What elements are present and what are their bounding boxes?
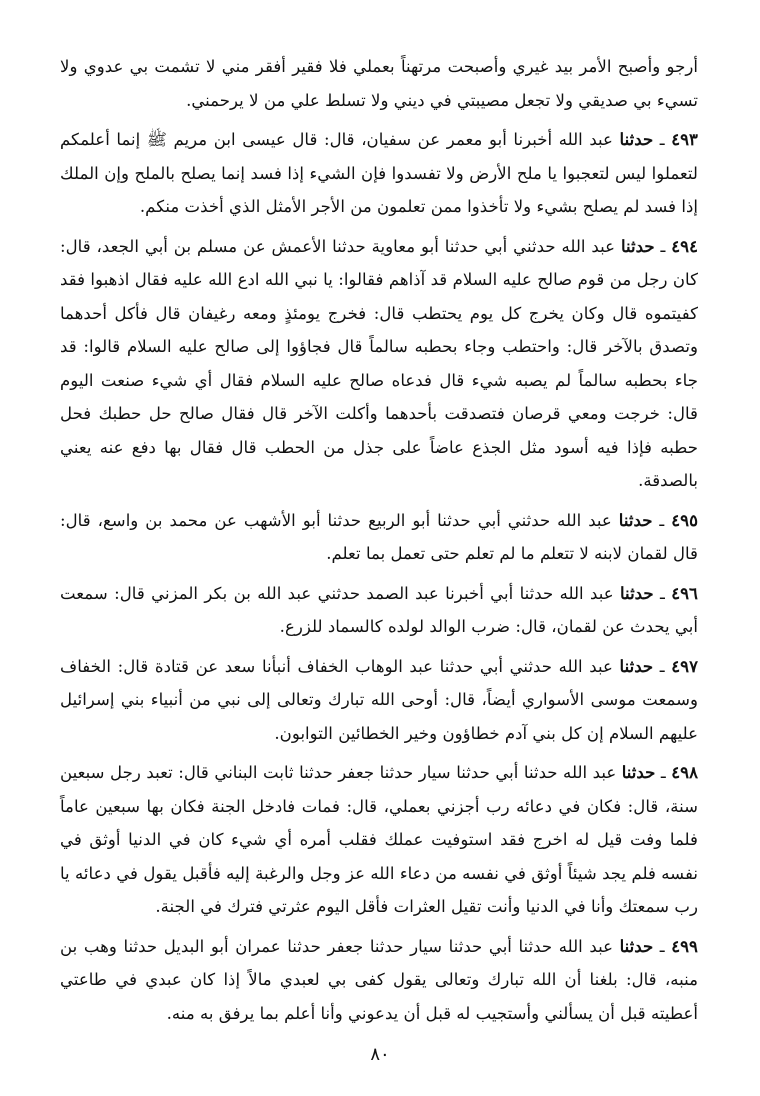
- entry-dash: ـ: [653, 656, 672, 676]
- entry-dash: ـ: [653, 936, 672, 956]
- entry-heading: حدثنا: [619, 129, 654, 149]
- entry-dash: ـ: [655, 763, 672, 782]
- entry-number: ٤٩٥: [671, 509, 698, 530]
- entry-dash: ـ: [652, 510, 672, 530]
- entry-499: [60, 928, 698, 1031]
- entry-text: عبد الله حدثنا أبي حدثنا سيار حدثنا جعفر حدثنا عمران أبو البديل حدثنا وهب بن منبه، قال: بلغنا أن الله تبارك وتعالى يقول كفى بي لعبدي مالاً إذا كان عبدي في طاعتي أعطيته قبل أن يسألني وأستجيب له قبل أن يدعوني وأنا أعلم بما يرفق به منه.: [60, 936, 698, 1023]
- entry-heading: حدثنا: [620, 582, 654, 603]
- entry-493: [60, 121, 698, 224]
- entry-heading: حدثنا: [621, 762, 656, 782]
- entry-number: ٤٩٧: [671, 655, 699, 676]
- entry-number: ٤٩٨: [671, 762, 698, 782]
- entry-text: عبد الله حدثنا أبي أخبرنا عبد الصمد حدثني عبد الله بن بكر المزني قال: سمعت أبي يحدث عن لقمان، قال: ضرب الوالد لولده كالسماد للزرع.: [60, 583, 698, 636]
- entry-text: عبد الله أخبرنا أبو معمر عن سفيان، قال: قال عيسى ابن مريم ﷺ إنما أعلمكم لتعملوا ليس لتعجبوا يا ملح الأرض ولا تفسدوا فإن الشيء إذا فسد إنما يصلح بالملح وإن الملك إذا فسد لم يصلح بشيء ولا تأخذوا ممن تعلمون من الأجر الأمثل الذي أخذت منكم.: [60, 130, 698, 216]
- entry-dash: ـ: [653, 583, 672, 603]
- entry-dash: ـ: [654, 236, 672, 256]
- entry-text: عبد الله حدثني أبي حدثنا عبد الوهاب الخفاف أنبأنا سعد عن قتادة قال: الخفاف وسمعت موسى الأسواري أيضاً، قال: أوحى الله تبارك وتعالى إلى نبي من أنبياء بني إسرائيل عليهم السلام إن كل بني آدم خطاؤون وخير الخطائين التوابون.: [60, 656, 698, 743]
- entry-heading: حدثنا: [620, 235, 655, 256]
- entry-number: ٤٩٦: [671, 582, 698, 603]
- entry-494: [60, 228, 698, 498]
- entry-text: عبد الله حدثني أبي حدثنا أبو الربيع حدثنا أبو الأشهب عن محمد بن واسع، قال: قال لقمان لابنه لا تتعلم ما لم تعلم حتى تعمل بما تعلم.: [60, 510, 698, 563]
- entry-496: [60, 575, 698, 644]
- entry-number: ٤٩٩: [671, 935, 698, 956]
- entry-text: عبد الله حدثني أبي حدثنا أبو معاوية حدثنا الأعمش عن مسلم بن أبي الجعد، قال: كان رجل من قوم صالح عليه السلام قد آذاهم فقالوا: يا نبي الله ادع الله عليه فقال اذهبوا فقد كفيتموه قال وكان يخرج كل يوم يحتطب قال: فخرج يومئذٍ ومعه رغيفان قال فأكل أحدهما وتصدق بالآخر قال: واحتطب وجاء بحطبه سالماً قال فجاؤوا إلى صالح عليه السلام قالوا: قد جاء بحطبه سالماً لم يصبه شيء قال فدعاه صالح عليه السلام فقال أي شيء صنعت اليوم قال: خرجت ومعي قرصان فتصدقت بأحدهما وأكلت الآخر قال فقال صالح حل حطبك فحل حطبه فإذا فيه أسود مثل الجذع عاضاً على جذل من الحطب قال فقال بها دفع عنه يعني بالصدقة.: [60, 236, 698, 490]
- entry-dash: ـ: [653, 130, 672, 149]
- page-number: ٨٠: [370, 1044, 390, 1065]
- entry-heading: حدثنا: [619, 655, 654, 676]
- entry-text: عبد الله حدثنا أبي حدثنا سيار حدثنا جعفر حدثنا ثابت البناني قال: تعبد رجل سبعين سنة، قال: فكان في دعائه رب أجزني بعملي، قال: فمات فادخل الجنة فكان بها سبعين عاماً فلما وفت قيل له اخرج فقد استوفيت عملك فقلب أمره أي شيء كان في الدنيا أوثق في نفسه فلم يجد شيئاً أوثق في نفسه من دعاء الله عز وجل والرغبة إليه فأقبل يقول في دعائه يا رب سمعتك وأنا في الدنيا وأنت تقيل العثرات فأقل اليوم عثرتي فترك في الجنة.: [60, 763, 698, 916]
- intro-paragraph: أرجو وأصبح الأمر بيد غيري وأصبحت مرتهناً بعملي فلا فقير أفقر مني لا تشمت بي عدوي ولا تسيء بي صديقي ولا تجعل مصيبتي في ديني ولا تسلط علي من لا يرحمني.: [60, 57, 698, 110]
- entry-heading: حدثنا: [618, 509, 653, 530]
- entry-498: [60, 754, 698, 924]
- entry-497: [60, 648, 698, 751]
- entry-heading: حدثنا: [619, 935, 654, 956]
- entry-number: ٤٩٣: [671, 129, 698, 149]
- entry-number: ٤٩٤: [671, 235, 698, 256]
- entry-495: [60, 502, 698, 571]
